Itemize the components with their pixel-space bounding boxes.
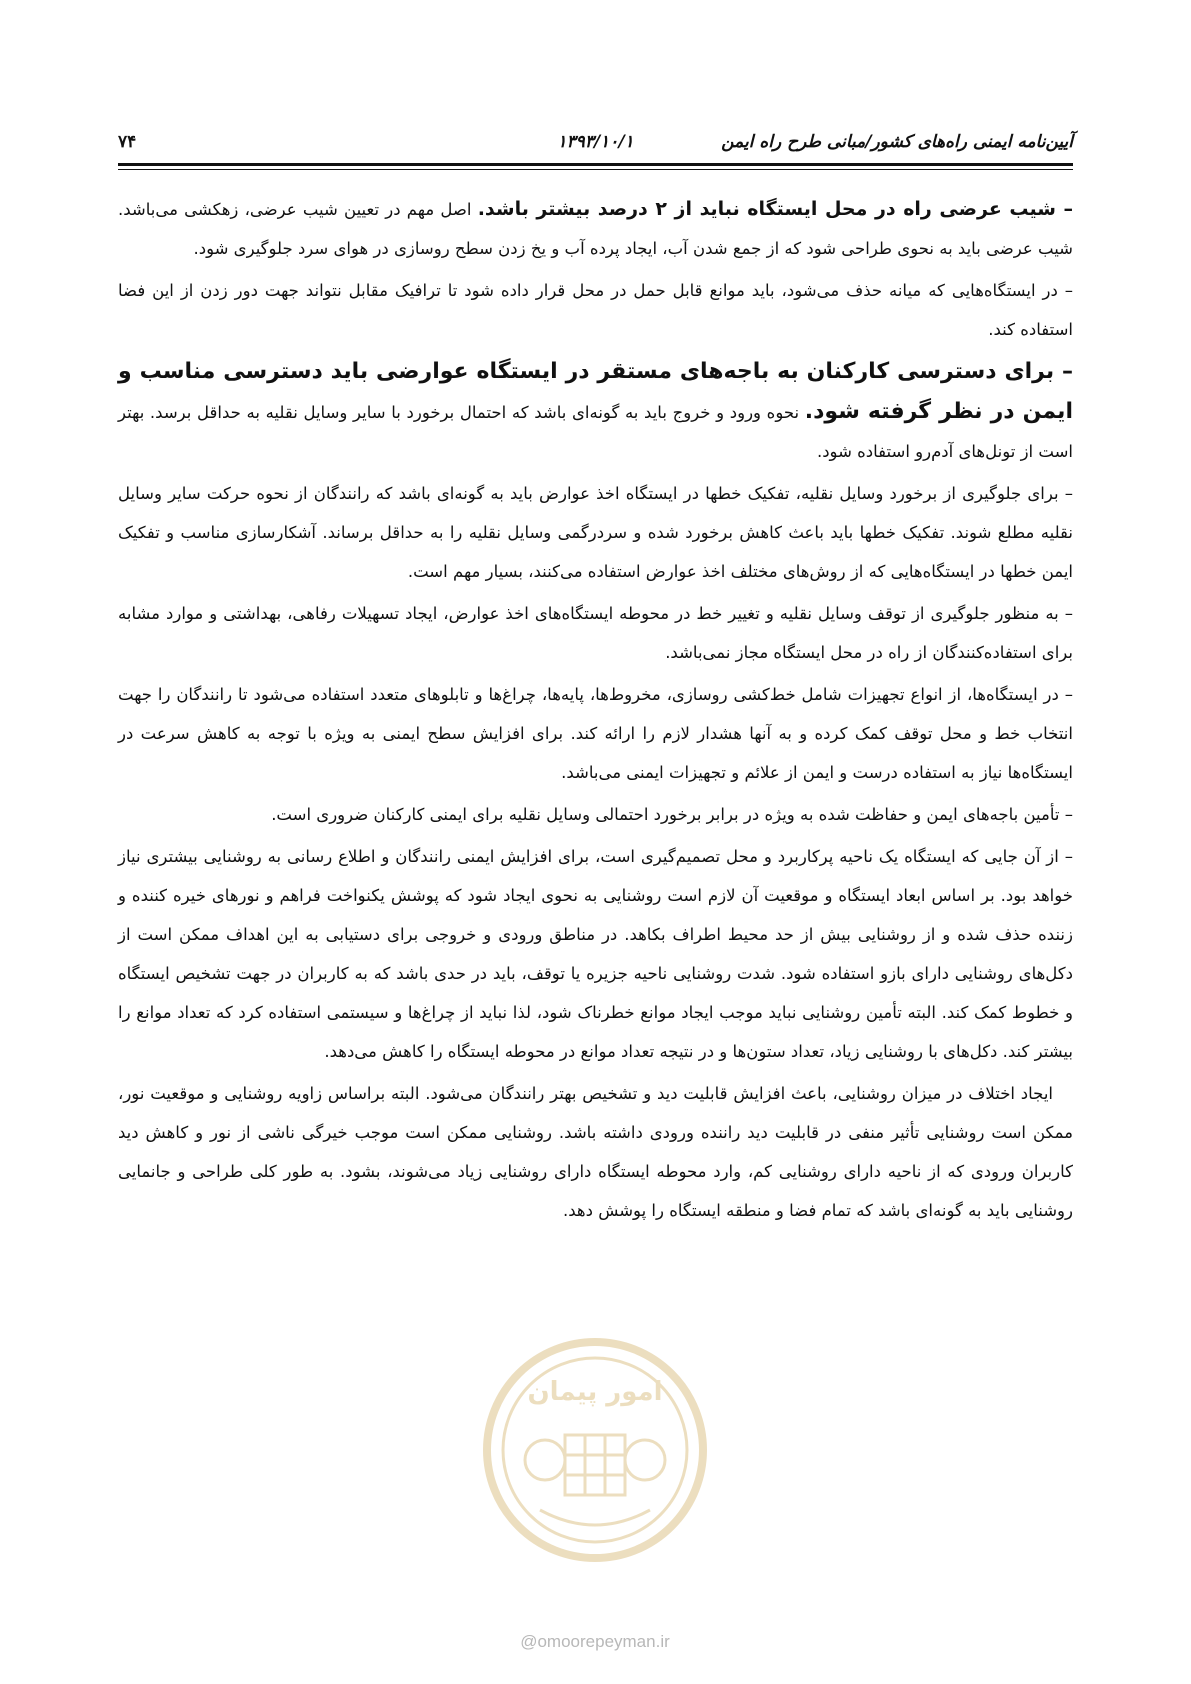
paragraph bbox=[118, 675, 1073, 792]
header-rule-thin bbox=[118, 169, 1073, 170]
paragraph bbox=[118, 1074, 1073, 1230]
header-rule-thick bbox=[118, 163, 1073, 166]
page-header bbox=[118, 128, 1073, 156]
paragraph bbox=[118, 271, 1073, 349]
paragraph-text: – به منظور جلوگیری از توقف وسایل نقلیه و تغییر خط در محوطه ایستگاه‌های اخذ عوارض، ایجاد تسهیلات رفاهی، بهداشتی و موارد مشابه برای استفاده‌کنندگان از راه در محل ایستگاه مجاز نمی‌باشد. bbox=[118, 604, 1073, 662]
paragraph-text: – تأمین باجه‌های ایمن و حفاظت شده به ویژه در برابر برخورد احتمالی وسایل نقلیه برای ایمنی کارکنان ضروری است. bbox=[271, 805, 1073, 824]
paragraph bbox=[118, 837, 1073, 1071]
paragraph-text: اصل مهم در تعیین شیب عرضی، زهکشی می‌باشد. شیب عرضی باید به نحوی طراحی شود که از جمع شدن آب، ایجاد پرده آب و یخ زدن سطح روسازی در هوای سرد جلوگیری شود. bbox=[118, 200, 1073, 258]
paragraph-lead: – برای دسترسی کارکنان به باجه‌های مستقر در ایستگاه عوارضی باید دسترسی مناسب و ایمن در نظر گرفته شود. bbox=[118, 359, 1073, 424]
page-number: ۷۴ bbox=[118, 132, 137, 152]
paragraph-text: نحوه ورود و خروج باید به گونه‌ای باشد که احتمال برخورد با سایر وسایل نقلیه به حداقل برسد. بهتر است از تونل‌های آدم‌رو استفاده شود. bbox=[118, 403, 1073, 461]
paragraph bbox=[118, 190, 1073, 268]
paragraph-text: – برای جلوگیری از برخورد وسایل نقلیه، تفکیک خطها در ایستگاه اخذ عوارض باید به گونه‌ای باشد که رانندگان از نحوه حرکت سایر وسایل نقلیه مطلع شوند. تفکیک خطها باید باعث کاهش برخورد شده و سردرگمی وسایل نقلیه را به حداقل برساند. آشکارسازی مناسب و تفکیک ایمن خطها در ایستگاه‌هایی که از روش‌های مختلف اخذ عوارض استفاده می‌کنند، بسیار مهم است. bbox=[118, 484, 1073, 581]
watermark-logo-icon bbox=[480, 1335, 710, 1565]
paragraph-text: – در ایستگاه‌ها، از انواع تجهیزات شامل خط‌کشی روسازی، مخروط‌ها، پایه‌ها، چراغ‌ها و تابلوهای متعدد استفاده می‌شود تا رانندگان را جهت انتخاب خط و محل توقف کمک کرده و به آنها هشدار لازم را ارائه کند. برای افزایش سطح ایمنی به ویژه با توجه به کاهش سرعت در ایستگاه‌ها نیاز به استفاده درست و ایمن از علائم و تجهیزات ایمنی می‌باشد. bbox=[118, 685, 1073, 782]
paragraph bbox=[118, 474, 1073, 591]
paragraph-text: ایجاد اختلاف در میزان روشنایی، باعث افزایش قابلیت دید و تشخیص بهتر رانندگان می‌شود. البته براساس زاویه روشنایی و موقعیت نور، ممکن است روشنایی تأثیر منفی در قابلیت دید راننده ورودی داشته باشد. روشنایی ممکن است موجب خیرگی ناشی از نور و کاهش دید کاربران ورودی که از ناحیه دارای روشنایی کم، وارد محوطه ایستگاه دارای روشنایی زیاد می‌شوند، بشود. به طور کلی طراحی و جانمایی روشنایی باید به گونه‌ای باشد که تمام فضا و منطقه ایستگاه را پوشش دهد. bbox=[118, 1084, 1073, 1220]
watermark-logo-text: امور پیمان bbox=[527, 1377, 663, 1407]
paragraph-text: – در ایستگاه‌هایی که میانه حذف می‌شود، باید موانع قابل حمل در محل قرار داده شود تا ترافیک مقابل نتواند جهت دور زدن از این فضا استفاده کند. bbox=[118, 281, 1073, 339]
paragraph bbox=[118, 594, 1073, 672]
paragraph bbox=[118, 795, 1073, 834]
paragraph-lead: – شیب عرضی راه در محل ایستگاه نباید از ۲ درصد بیشتر باشد. bbox=[477, 198, 1073, 220]
watermark-site: @omoorepeyman.ir bbox=[520, 1632, 670, 1651]
header-date: ۱۳۹۳/۱۰/۱ bbox=[557, 132, 634, 152]
body-text bbox=[118, 190, 1073, 1233]
paragraph bbox=[118, 352, 1073, 471]
paragraph-text: – از آن جایی که ایستگاه یک ناحیه پرکاربرد و محل تصمیم‌گیری است، برای افزایش ایمنی رانندگان و اطلاع رسانی به روشنایی بیشتری نیاز خواهد بود. بر اساس ابعاد ایستگاه و موقعیت آن لازم است روشنایی به نحوی ایجاد شود که پوشش یکنواخت فراهم و نورهای خیره کننده و زننده حذف شده و از روشنایی بیش از حد محیط اطراف بکاهد. در مناطق ورودی و خروجی برای دستیابی به این اهداف ممکن است از دکل‌های روشنایی دارای بازو استفاده شود. شدت روشنایی ناحیه جزیره یا توقف، باید در حدی باشد که به کاربران در جهت تشخیص ایستگاه و خطوط کمک کند. البته تأمین روشنایی نباید موجب ایجاد موانع خطرناک شود، لذا نباید از چراغ‌ها و سیستمی استفاده کرد که تعداد موانع را بیشتر کند. دکل‌های با روشنایی زیاد، تعداد ستون‌ها و در نتیجه تعداد موانع در محوطه ایستگاه را کاهش می‌دهد. bbox=[118, 847, 1073, 1061]
running-title: آیین‌نامه ایمنی راه‌های کشور/مبانی طرح راه ایمن bbox=[721, 132, 1073, 152]
